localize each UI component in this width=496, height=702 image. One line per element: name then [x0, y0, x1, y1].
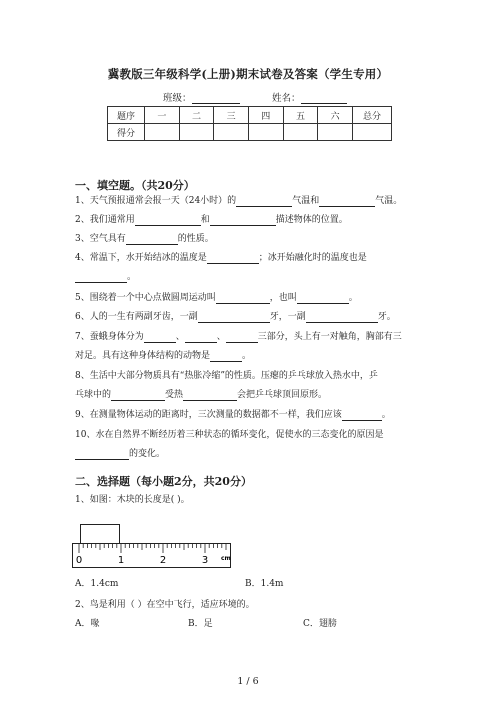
- q2-text-a: 2、我们通常用: [75, 215, 135, 225]
- answer-blank: [297, 293, 349, 304]
- q10-text-a: 10、水在自然界不断经历着三种状态的循环变化，促使水的三态变化的原因是: [75, 430, 384, 440]
- question-1: [75, 195, 402, 207]
- answer-blank: [306, 312, 378, 323]
- q1-text-b: 气温和: [292, 196, 320, 206]
- q2-text-c: 描述物体的位置。: [275, 215, 348, 225]
- answer-blank: [75, 272, 127, 283]
- q3-text-a: 3、空气具有: [75, 234, 126, 244]
- answer-blank: [319, 196, 375, 207]
- q9-text-b: 。: [381, 410, 391, 420]
- q2-text-b: 和: [200, 215, 210, 225]
- ruler-label-2: 2: [159, 555, 167, 566]
- answer-blank: [183, 390, 237, 401]
- q10-text-b: 的变化。: [129, 449, 166, 459]
- question-10: [75, 429, 383, 441]
- q7-text-a: 7、蚕蛾身体分为: [75, 332, 144, 342]
- answer-blank: [207, 253, 259, 264]
- class-field: [163, 90, 240, 104]
- question-4: [75, 252, 367, 264]
- q3-text-b: 的性质。: [177, 234, 214, 244]
- q5-text-a: 5、围绕着一个中心点做圆周运动叫: [75, 293, 216, 303]
- q7-text-c: 、: [216, 332, 226, 342]
- q7-text-f: 。: [242, 351, 252, 361]
- answer-blank: [144, 332, 176, 343]
- q7-text-b: 、: [175, 332, 185, 342]
- q2-option-b: B．足: [188, 619, 213, 629]
- question-7-cont: [75, 350, 251, 362]
- answer-blank: [342, 410, 382, 421]
- score-header-cell: 二: [179, 107, 214, 124]
- q7-text-d: 三部分，头上有一对触角，胸部有三: [257, 332, 402, 342]
- question-6: [75, 311, 396, 323]
- score-row: [108, 124, 392, 141]
- score-cell: [318, 124, 353, 141]
- q4-text-a: 4、常温下，水开始结冰的温度是: [75, 253, 207, 263]
- section1-heading: 一、填空题。（共20分）: [75, 179, 195, 192]
- score-header-cell: 五: [283, 107, 318, 124]
- ruler-unit: cm: [221, 555, 231, 562]
- q1-option-a: A．1.4cm: [75, 579, 119, 589]
- name-blank: [301, 93, 347, 104]
- name-field: [272, 90, 347, 104]
- score-cell: [353, 124, 392, 141]
- q1-option-b: B．1.4m: [245, 579, 284, 589]
- answer-blank: [236, 196, 292, 207]
- ruler-label-0: 0: [75, 555, 83, 566]
- q8-text-b: 乓球中的: [75, 390, 112, 400]
- score-header-cell: 六: [318, 107, 353, 124]
- score-cell: [214, 124, 249, 141]
- question-10-cont: [75, 448, 165, 460]
- q5-text-b: ，也叫: [269, 293, 297, 303]
- q2-option-a: A．喙: [75, 619, 100, 629]
- score-header-cell: 题序: [108, 107, 145, 124]
- score-header-cell: 总分: [353, 107, 392, 124]
- question-3: [75, 233, 214, 245]
- score-cell: [179, 124, 214, 141]
- question-4-cont: [75, 271, 136, 283]
- q8-text-c: 受热: [165, 390, 184, 400]
- answer-blank: [198, 312, 270, 323]
- q8-text-d: 会把乒乓球顶回原形。: [237, 390, 328, 400]
- score-row-label: 得分: [108, 124, 145, 141]
- question-9: [75, 409, 391, 421]
- score-header-row: [108, 107, 392, 124]
- class-blank: [192, 93, 240, 104]
- q9-text-a: 9、在测量物体运动的距离时，三次测量的数据都不一样，我们应该: [75, 410, 342, 420]
- name-label: 姓名：: [272, 93, 301, 104]
- q6-text-b: 牙，一副: [269, 312, 306, 322]
- question-8: [75, 370, 378, 382]
- q2-option-c: C．翅膀: [303, 619, 337, 629]
- score-header-cell: 四: [248, 107, 283, 124]
- q1-text-a: 1、天气预报通常会报一天（24小时）的: [75, 196, 237, 206]
- answer-blank: [216, 293, 270, 304]
- score-cell: [248, 124, 283, 141]
- q6-text-c: 牙。: [377, 312, 396, 322]
- ruler-image: [72, 543, 232, 569]
- question-8-cont: [75, 389, 327, 401]
- ruler-label-1: 1: [117, 555, 125, 566]
- mc-question-1: 1、如图：木块的长度是( )。: [75, 495, 190, 505]
- q4-text-b: ；冰开始融化时的温度也是: [258, 253, 367, 263]
- answer-blank: [210, 351, 242, 362]
- answer-blank: [135, 215, 201, 226]
- score-header-cell: 三: [214, 107, 249, 124]
- answer-blank: [111, 390, 165, 401]
- score-header-cell: 一: [145, 107, 180, 124]
- page-title: 冀教版三年级科学(上册)期末试卷及答案（学生专用）: [107, 67, 389, 81]
- score-cell: [283, 124, 318, 141]
- answer-blank: [126, 234, 178, 245]
- question-2: [75, 214, 348, 226]
- q4-text-c: 。: [127, 272, 137, 282]
- question-7: [75, 331, 402, 343]
- score-table: [107, 106, 392, 141]
- mc-question-2: 2、鸟是利用（ ）在空中飞行，适应环境的。: [75, 600, 255, 610]
- q6-text-a: 6、人的一生有两副牙齿，一副: [75, 312, 198, 322]
- page-number: 1 / 6: [237, 676, 259, 687]
- q5-text-c: 。: [348, 293, 358, 303]
- section2-heading: 二、选择题（每小题2分，共20分）: [75, 475, 252, 488]
- answer-blank: [75, 449, 129, 460]
- answer-blank: [185, 332, 217, 343]
- q1-text-c: 气温。: [375, 196, 403, 206]
- answer-blank: [226, 332, 258, 343]
- question-5: [75, 292, 358, 304]
- wood-block: [80, 524, 120, 545]
- score-cell: [145, 124, 180, 141]
- q8-text-a: 8、生活中大部分物质具有“热胀冷缩”的性质。压瘪的乒乓球放入热水中，乒: [75, 371, 378, 381]
- ruler-label-3: 3: [201, 555, 209, 566]
- answer-blank: [210, 215, 276, 226]
- q7-text-e: 对足。具有这种身体结构的动物是: [75, 351, 211, 361]
- class-label: 班级：: [163, 93, 192, 104]
